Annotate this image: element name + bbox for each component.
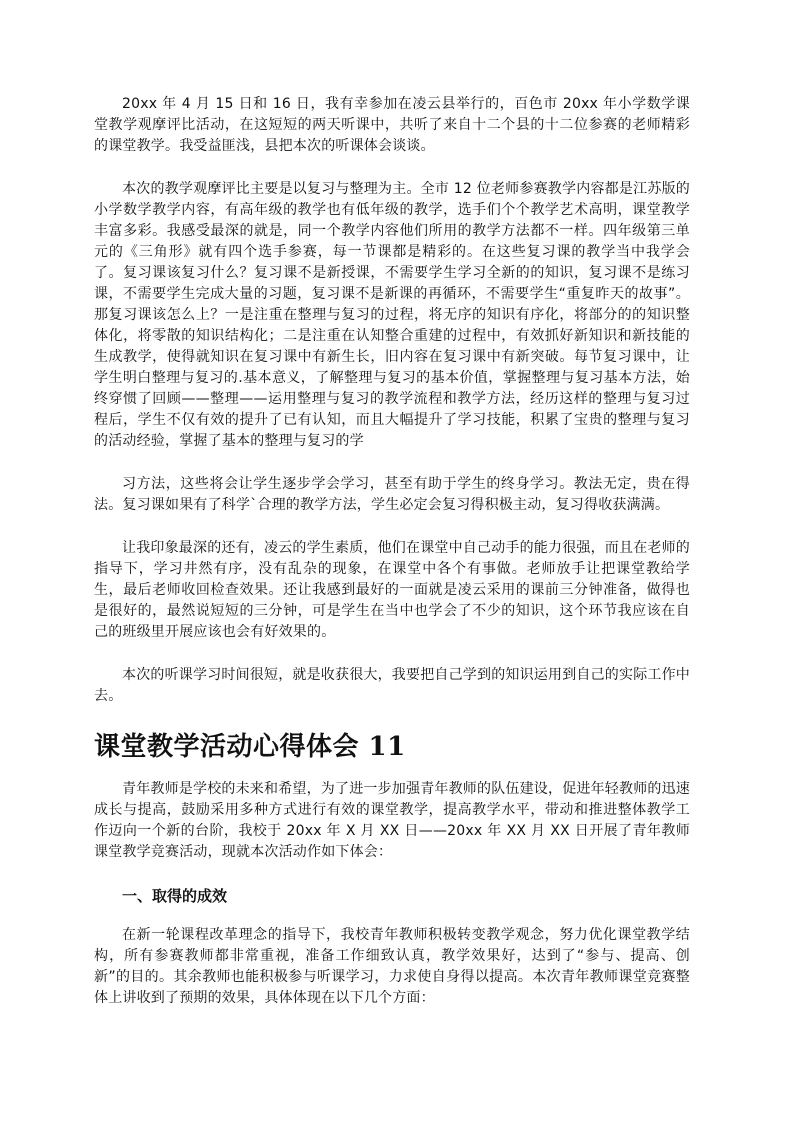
paragraph: 本次的听课学习时间很短，就是收获很大，我要把自己学到的知识运用到自己的实际工作中去。 bbox=[94, 667, 690, 704]
paragraph: 20xx 年 4 月 15 日和 16 日，我有幸参加在凌云县举行的，百色市 20xx 年小学数学课堂教学观摩评比活动，在这短短的两天听课中，共听了来自十二个县的十二位参赛的老师精彩的课堂教学。我受益匪浅，县把本次的听课体会谈谈。 bbox=[94, 96, 690, 154]
paragraph: 在新一轮课程改革理念的指导下，我校青年教师积极转变教学观念，努力优化课堂教学结构，所有参赛教师都非常重视，准备工作细致认真，教学效果好，达到了“参与、提高、创新”的目的。其余教师也能积极参与听课学习，力求使自身得以提高。本次青年教师课堂竞赛整体上讲收到了预期的效果，具体体现在以下几个方面： bbox=[94, 927, 690, 1006]
paragraph: 习方法，这些将会让学生逐步学会学习，甚至有助于学生的终身学习。教法无定，贵在得法。复习课如果有了科学`合理的教学方法，学生必定会复习得积极主动，复习得收获满满。 bbox=[94, 476, 690, 513]
paragraph: 本次的教学观摩评比主要是以复习与整理为主。全市 12 位老师参赛教学内容都是江苏版的小学数学教学内容，有高年级的教学也有低年级的教学，选手们个个教学艺术高明，课堂教学丰富多彩。我感受最深的就是，同一个教学内容他们所用的教学方法都不一样。四年级第三单元的《三角形》就有四个选手参赛，每一节课都是精彩的。在这些复习课的教学当中我学会了。复习课该复习什么？复习课不是新授课，不需要学生学习全新的的知识，复习课不是练习课，不需要学生完成大量的习题，复习课不是新课的再循环，不需要学生“重复昨天的故事”。那复习课该怎么上？一是注重在整理与复习的过程，将无序的知识有序化，将部分的的知识整体化，将零散的知识结构化；二是注重在认知整合重建的过程中，有效抓好新知识和新技能的生成教学，使得就知识在复习课中有新生长，旧内容在复习课中有新突破。每节复习课中，让学生明白整理与复习的.基本意义，了解整理与复习的基本价值，掌握整理与复习基本方法，始终穿惯了回顾——整理——运用整理与复习的教学流程和教学方法，经历这样的整理与复习过程后，学生不仅有效的提升了已有认知，而且大幅提升了学习技能，积累了宝贵的整理与复习的活动经验，掌握了基本的整理与复习的学 bbox=[94, 181, 690, 449]
intro-paragraph: 青年教师是学校的未来和希望，为了进一步加强青年教师的队伍建设，促进年轻教师的迅速成长与提高，鼓励采用多种方式进行有效的课堂教学，提高教学水平，带动和推进整体教学工作迈向一个新的台阶，我校于 20xx 年 X 月 XX 日——20xx 年 XX 月 XX 日开展了青年教师课堂教学竞赛活动，现就本次活动作如下体会： bbox=[94, 781, 690, 860]
section-heading: 课堂教学活动心得体会 11 bbox=[94, 732, 406, 762]
paragraph: 让我印象最深的还有，凌云的学生素质，他们在课堂中自己动手的能力很强，而且在老师的指导下，学习井然有序，没有乱杂的现象，在课堂中各个有事做。老师放手让把课堂教给学生，最后老师收回检查效果。还让我感到最好的一面就是凌云采用的课前三分钟准备，做得也是很好的，最然说短短的三分钟，可是学生在当中也学会了不少的知识，这个环节我应该在自己的班级里开展应该也会有好效果的。 bbox=[94, 540, 690, 640]
subsection-heading: 一、取得的成效 bbox=[122, 887, 228, 905]
